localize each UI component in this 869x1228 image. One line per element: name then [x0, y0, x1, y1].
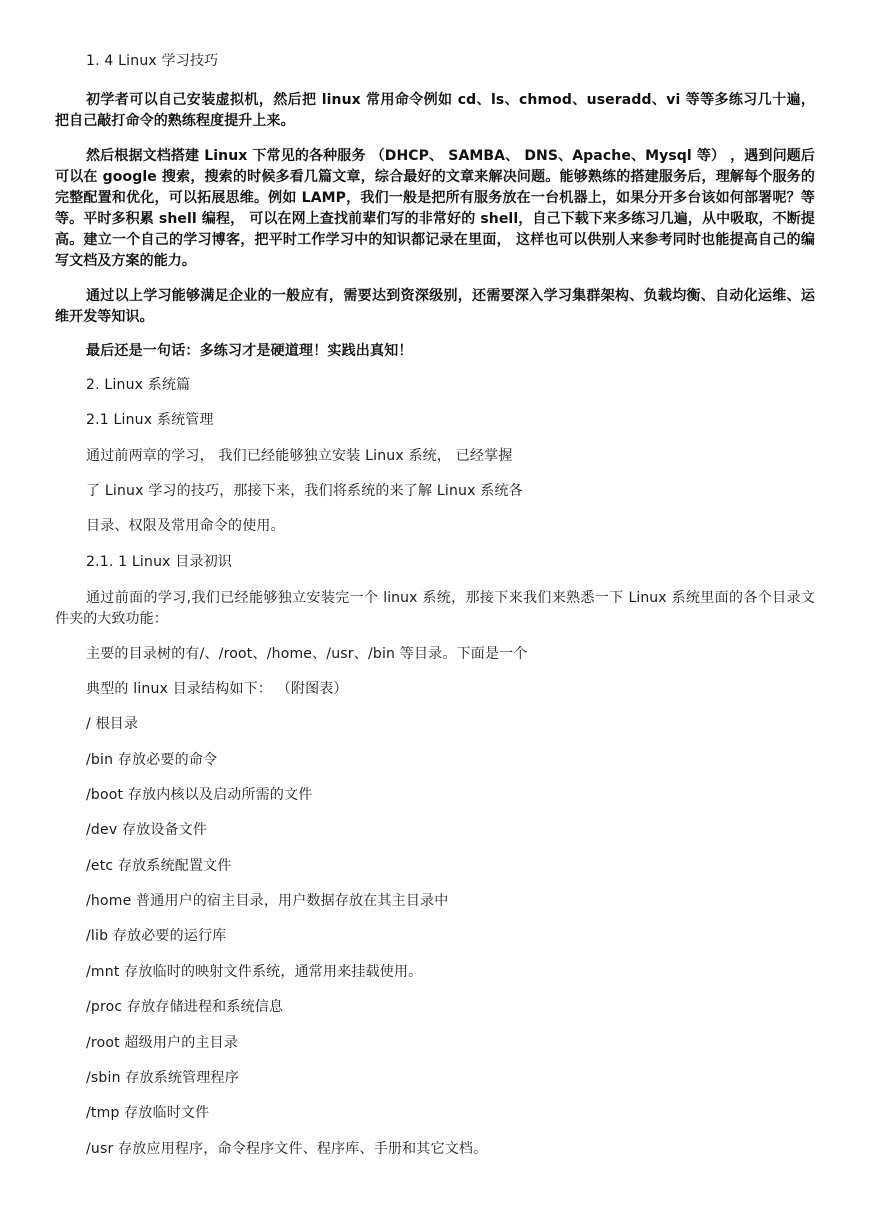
dir-boot: /boot 存放内核以及启动所需的文件	[86, 787, 313, 803]
paragraph-services-practice: 然后根据文档搭建 Linux 下常见的各种服务 （DHCP、 SAMBA、 DNS、Apache、Mysql 等） ，遇到问题后可以在 google 搜索，搜索的时候多看几篇文章，综合最好的文章来解决问题。能够熟练的搭建服务后，理解每个服务的完整配置和优化，可以拓展思维。例如 LAMP，我们一般是把所有服务放在一台机器上，如果分开多台该如何部署呢？等等。平时多积累 shell 编程， 可以在网上查找前辈们写的非常好的 shell，自己下载下来多练习几遍，从中吸取，不断提高。建立一个自己的学习博客，把平时工作学习中的知识都记录在里面， 这样也可以供别人来参考同时也能提高自己的编写文档及方案的能力。	[55, 148, 815, 269]
intro-line-1: 通过前两章的学习， 我们已经能够独立安装 Linux 系统， 已经掌握	[86, 448, 513, 464]
section-heading-2-1: 2.1 Linux 系统管理	[86, 412, 214, 428]
paragraph-advanced-learning: 通过以上学习能够满足企业的一般应有，需要达到资深级别，还需要深入学习集群架构、负载均衡、自动化运维、运维开发等知识。	[55, 288, 815, 325]
section-heading-1-4: 1. 4 Linux 学习技巧	[86, 53, 219, 69]
intro-line-3: 目录、权限及常用命令的使用。	[86, 518, 285, 534]
dir-dev: /dev 存放设备文件	[86, 822, 208, 838]
paragraph-beginner-tips: 初学者可以自己安装虚拟机，然后把 linux 常用命令例如 cd、ls、chmod、useradd、vi 等等多练习几十遍，把自己敲打命令的熟练程度提升上来。	[55, 92, 815, 129]
section-heading-2: 2. Linux 系统篇	[86, 377, 191, 393]
section-heading-2-1-1: 2.1. 1 Linux 目录初识	[86, 554, 233, 570]
dir-sbin: /sbin 存放系统管理程序	[86, 1070, 239, 1086]
dir-tmp: /tmp 存放临时文件	[86, 1105, 210, 1121]
intro-line-2: 了 Linux 学习的技巧，那接下来，我们将系统的来了解 Linux 系统各	[86, 483, 523, 499]
tree-line-1: 主要的目录树的有/、/root、/home、/usr、/bin 等目录。下面是一个	[86, 646, 528, 662]
dir-superuser-root: /root 超级用户的主目录	[86, 1035, 239, 1051]
dir-root: / 根目录	[86, 716, 139, 732]
dir-etc: /etc 存放系统配置文件	[86, 858, 232, 874]
tree-line-2: 典型的 linux 目录结构如下： （附图表）	[86, 681, 348, 697]
dir-usr: /usr 存放应用程序，命令程序文件、程序库、手册和其它文档。	[86, 1141, 488, 1157]
dir-bin: /bin 存放必要的命令	[86, 752, 218, 768]
dir-proc: /proc 存放存储进程和系统信息	[86, 999, 284, 1015]
dir-mnt: /mnt 存放临时的映射文件系统，通常用来挂载使用。	[86, 964, 423, 980]
paragraph-directory-intro: 通过前面的学习,我们已经能够独立安装完一个 linux 系统，那接下来我们来熟悉一下 Linux 系统里面的各个目录文件夹的大致功能：	[55, 590, 815, 627]
dir-home: /home 普通用户的宿主目录，用户数据存放在其主目录中	[86, 893, 449, 909]
dir-lib: /lib 存放必要的运行库	[86, 928, 227, 944]
paragraph-conclusion: 最后还是一句话：多练习才是硬道理！实践出真知！	[86, 343, 413, 359]
